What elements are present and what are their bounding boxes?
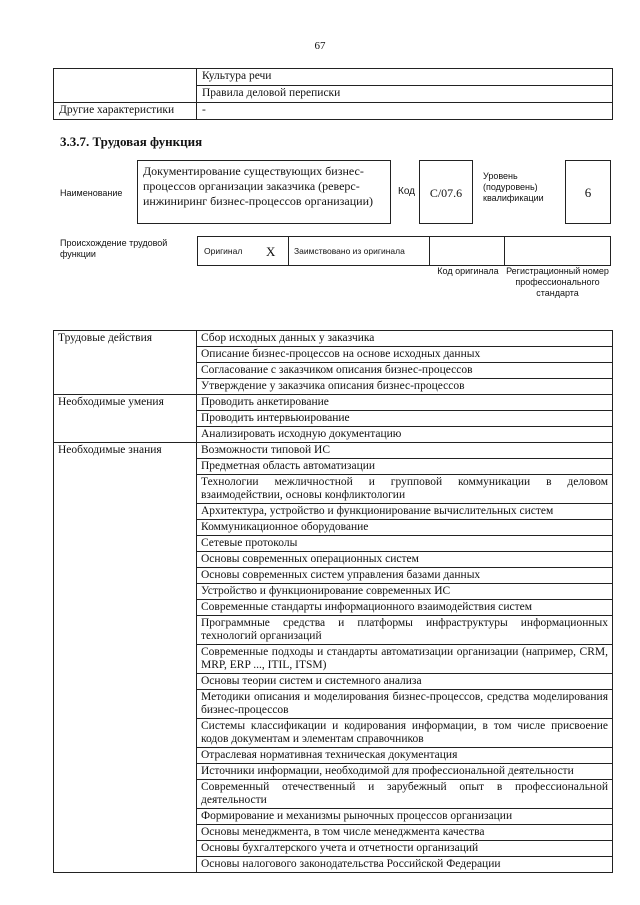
category-cell: Необходимые умения <box>54 395 197 411</box>
section-title: 3.3.7. Трудовая функция <box>60 134 203 149</box>
category-cell <box>54 475 197 504</box>
reg-number-caption: Регистрационный номер профессионального стандарта <box>506 266 609 298</box>
table-row <box>54 459 613 475</box>
table-row <box>54 600 613 616</box>
item-cell: Проводить интервьюирование <box>197 411 613 427</box>
item-cell: Анализировать исходную документацию <box>197 427 613 443</box>
category-cell <box>54 841 197 857</box>
table-row <box>54 347 613 363</box>
table-row <box>54 363 613 379</box>
item-cell: Основы современных систем управления базами данных <box>197 568 613 584</box>
table-row <box>54 504 613 520</box>
code-original-caption: Код оригинала <box>437 266 499 276</box>
level-box <box>565 160 611 224</box>
category-cell <box>54 379 197 395</box>
table-row <box>54 780 613 809</box>
table-row <box>54 809 613 825</box>
category-cell <box>54 809 197 825</box>
item-cell: Основы менеджмента, в том числе менеджмента качества <box>197 825 613 841</box>
category-cell <box>54 520 197 536</box>
table-row <box>54 395 613 411</box>
item-cell: Сетевые протоколы <box>197 536 613 552</box>
original-label: Оригинал <box>204 246 243 256</box>
category-cell <box>54 347 197 363</box>
item-cell: Коммуникационное оборудование <box>197 520 613 536</box>
item-cell: Формирование и механизмы рыночных процессов организации <box>197 809 613 825</box>
level-value: 6 <box>584 185 592 200</box>
table-row <box>54 719 613 748</box>
category-cell <box>54 363 197 379</box>
table-row <box>54 584 613 600</box>
table-row <box>54 536 613 552</box>
item-cell: Возможности типовой ИС <box>197 443 613 459</box>
category-cell: Необходимые знания <box>54 443 197 459</box>
category-cell <box>54 748 197 764</box>
borrowed-label: Заимствовано из оригинала <box>294 246 405 256</box>
item-cell: Основы налогового законодательства Российской Федерации <box>197 857 613 873</box>
category-cell <box>54 459 197 475</box>
category-cell <box>54 674 197 690</box>
item-cell: Предметная область автоматизации <box>197 459 613 475</box>
continuation-table <box>53 68 613 120</box>
item-cell: Современные подходы и стандарты автоматизации организации (например, CRM, MRP, ERP ..., ITIL, ITSM) <box>197 645 613 674</box>
item-cell: Методики описания и моделирования бизнес-процессов, средства моделирования бизнес-процессов <box>197 690 613 719</box>
name-label: Наименование <box>60 188 123 198</box>
table-row <box>54 331 613 347</box>
category-cell <box>54 427 197 443</box>
code-box <box>419 160 473 224</box>
table-row <box>54 568 613 584</box>
table-row <box>54 825 613 841</box>
item-cell: Согласование с заказчиком описания бизнес-процессов <box>197 363 613 379</box>
category-cell <box>54 616 197 645</box>
original-mark: X <box>266 244 276 259</box>
category-cell <box>54 584 197 600</box>
item-cell: Основы теории систем и системного анализа <box>197 674 613 690</box>
origin-label: Происхождение трудовой функции <box>60 238 168 259</box>
category-cell <box>54 825 197 841</box>
table-row <box>54 674 613 690</box>
category-cell <box>54 411 197 427</box>
borrowed-box <box>288 236 430 266</box>
code-label: Код <box>398 186 416 197</box>
row-value: Правила деловой переписки <box>197 86 613 103</box>
item-cell: Современный отечественный и зарубежный опыт в профессиональной деятельности <box>197 780 613 809</box>
row-label <box>54 69 197 86</box>
item-cell: Основы бухгалтерского учета и отчетности организаций <box>197 841 613 857</box>
category-cell <box>54 719 197 748</box>
item-cell: Утверждение у заказчика описания бизнес-процессов <box>197 379 613 395</box>
category-cell <box>54 857 197 873</box>
category-cell <box>54 600 197 616</box>
code-original-box <box>429 236 505 266</box>
category-cell <box>54 764 197 780</box>
labor-function-table <box>53 330 613 873</box>
table-row <box>54 616 613 645</box>
table-row <box>54 103 613 120</box>
table-row <box>54 443 613 459</box>
item-cell: Устройство и функционирование современных ИС <box>197 584 613 600</box>
table-row <box>54 520 613 536</box>
category-cell <box>54 645 197 674</box>
category-cell <box>54 568 197 584</box>
table-row <box>54 645 613 674</box>
item-cell: Описание бизнес-процессов на основе исходных данных <box>197 347 613 363</box>
function-name-box <box>137 160 391 224</box>
item-cell: Технологии межличностной и групповой коммуникации в деловом взаимодействии, основы конфликтологии <box>197 475 613 504</box>
row-value: Культура речи <box>197 69 613 86</box>
category-cell <box>54 690 197 719</box>
item-cell: Основы современных операционных систем <box>197 552 613 568</box>
item-cell: Архитектура, устройство и функционирование вычислительных систем <box>197 504 613 520</box>
level-label: Уровень (подуровень) квалификации <box>483 171 544 203</box>
table-row <box>54 69 613 86</box>
table-row <box>54 86 613 103</box>
item-cell: Программные средства и платформы инфраструктуры информационных технологий организаций <box>197 616 613 645</box>
table-row <box>54 764 613 780</box>
item-cell: Системы классификации и кодирования информации, в том числе присвоение кодов документам и элементам справочников <box>197 719 613 748</box>
row-value: - <box>197 103 613 120</box>
category-cell <box>54 504 197 520</box>
page-number: 67 <box>314 40 326 52</box>
item-cell: Сбор исходных данных у заказчика <box>197 331 613 347</box>
table-row <box>54 411 613 427</box>
function-name: Документирование существующих бизнес-процессов организации заказчика (реверс-инжиниринг бизнес-процессов организации) <box>143 164 374 208</box>
table-row <box>54 427 613 443</box>
table-row <box>54 748 613 764</box>
table-row <box>54 857 613 873</box>
category-cell <box>54 536 197 552</box>
table-row <box>54 379 613 395</box>
item-cell: Источники информации, необходимой для профессиональной деятельности <box>197 764 613 780</box>
table-row <box>54 841 613 857</box>
category-cell: Трудовые действия <box>54 331 197 347</box>
item-cell: Отраслевая нормативная техническая документация <box>197 748 613 764</box>
table-row <box>54 552 613 568</box>
category-cell <box>54 552 197 568</box>
code-value: C/07.6 <box>429 186 463 200</box>
category-cell <box>54 780 197 809</box>
table-row <box>54 690 613 719</box>
item-cell: Современные стандарты информационного взаимодействия систем <box>197 600 613 616</box>
row-label: Другие характеристики <box>54 103 197 120</box>
item-cell: Проводить анкетирование <box>197 395 613 411</box>
reg-number-box <box>504 236 611 266</box>
row-label <box>54 86 197 103</box>
table-row <box>54 475 613 504</box>
original-box <box>197 236 289 266</box>
